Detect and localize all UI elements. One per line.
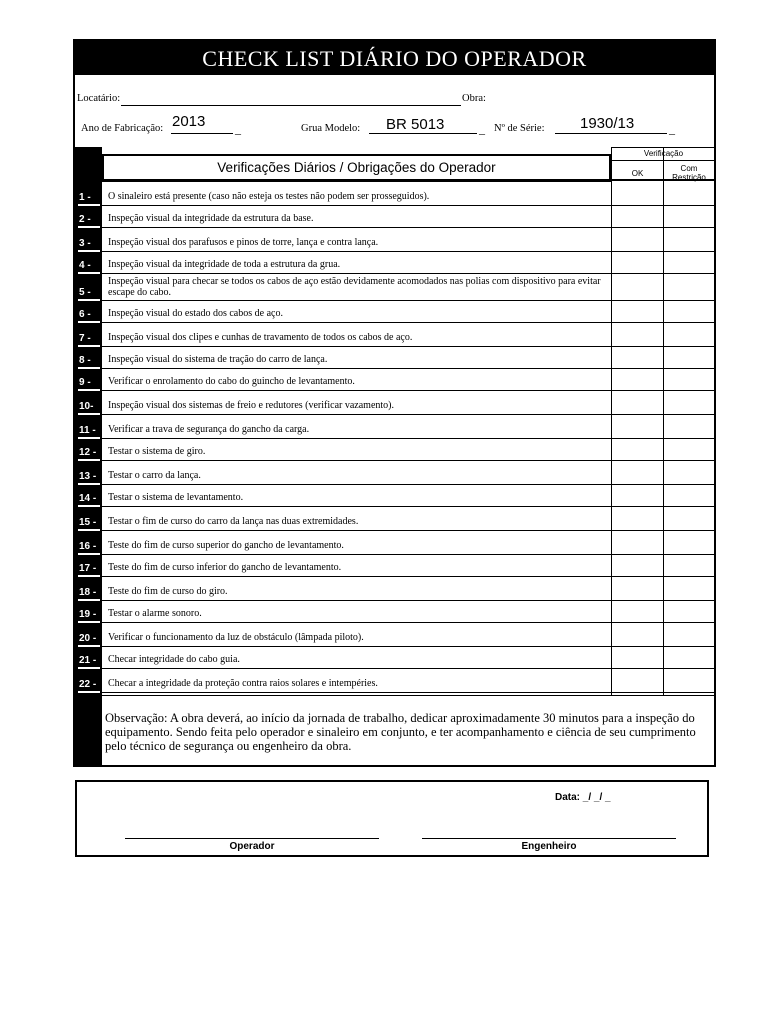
- checklist-row: [75, 206, 714, 228]
- item-text: Inspeção visual dos clipes e cunhas de travamento de todos os cabos de aço.: [108, 332, 413, 343]
- item-text: Inspeção visual do sistema de tração do carro de lança.: [108, 354, 328, 365]
- ano-value[interactable]: 2013: [172, 113, 206, 130]
- verificacao-top-line: [611, 147, 714, 148]
- serie-underline: [555, 133, 667, 134]
- item-text: Testar o carro da lança.: [108, 470, 201, 481]
- checklist-row: [75, 228, 714, 252]
- table-bottom-line: [102, 695, 714, 696]
- restricao-checkbox-cell[interactable]: [664, 623, 714, 647]
- restricao-checkbox-cell[interactable]: [664, 577, 714, 601]
- ok-checkbox-cell[interactable]: [612, 301, 663, 323]
- checklist-row: [75, 507, 714, 531]
- ok-checkbox-cell[interactable]: [612, 577, 663, 601]
- table-header: Verificações Diários / Obrigações do Operador: [102, 154, 611, 182]
- restricao-checkbox-cell[interactable]: [664, 274, 714, 301]
- ok-checkbox-cell[interactable]: [612, 206, 663, 228]
- com-label: Com: [680, 164, 698, 173]
- restricao-checkbox-cell[interactable]: [664, 669, 714, 693]
- locatario-field[interactable]: [121, 105, 461, 106]
- ok-checkbox-cell[interactable]: [612, 347, 663, 369]
- item-number: 7 -: [79, 333, 91, 344]
- ano-underline: [171, 133, 233, 134]
- item-text: Inspeção visual dos sistemas de freio e redutores (verificar vazamento).: [108, 400, 394, 411]
- restricao-checkbox-cell[interactable]: [664, 601, 714, 623]
- obra-label: Obra:: [462, 93, 486, 104]
- checklist-row: [75, 531, 714, 555]
- ok-checkbox-cell[interactable]: [612, 369, 663, 391]
- ok-checkbox-cell[interactable]: [612, 669, 663, 693]
- operador-signature-line[interactable]: [125, 838, 379, 839]
- ok-checkbox-cell[interactable]: [612, 274, 663, 301]
- item-text: Testar o fim de curso do carro da lança nas duas extremidades.: [108, 516, 359, 527]
- checklist-row: [75, 601, 714, 623]
- item-number: 16 -: [79, 541, 97, 552]
- item-text: Verificar o enrolamento do cabo do guincho de levantamento.: [108, 376, 355, 387]
- ok-checkbox-cell[interactable]: [612, 623, 663, 647]
- serie-value[interactable]: 1930/13: [580, 115, 635, 132]
- restricao-checkbox-cell[interactable]: [664, 323, 714, 347]
- item-text: Inspeção visual da integridade da estrutura da base.: [108, 213, 314, 224]
- checklist-row: [75, 623, 714, 647]
- item-number: 21 -: [79, 655, 97, 666]
- item-text: Inspeção visual da integridade de toda a estrutura da grua.: [108, 259, 341, 270]
- item-number: 22 -: [79, 679, 97, 690]
- checklist-row: [75, 647, 714, 669]
- item-text: Verificar a trava de segurança do gancho da carga.: [108, 424, 310, 435]
- item-number: 2 -: [79, 214, 91, 225]
- checklist-row: [75, 577, 714, 601]
- form-title: CHECK LIST DIÁRIO DO OPERADOR: [75, 41, 714, 75]
- item-number: 6 -: [79, 309, 91, 320]
- restricao-checkbox-cell[interactable]: [664, 301, 714, 323]
- ok-checkbox-cell[interactable]: [612, 252, 663, 274]
- ok-checkbox-cell[interactable]: [612, 323, 663, 347]
- checklist-row: [75, 439, 714, 461]
- restricao-checkbox-cell[interactable]: [664, 391, 714, 415]
- restricao-checkbox-cell[interactable]: [664, 439, 714, 461]
- item-number: 12 -: [79, 447, 97, 458]
- checklist-sheet: [73, 39, 716, 767]
- item-number: 9 -: [79, 377, 91, 388]
- engenheiro-signature-line[interactable]: [422, 838, 676, 839]
- item-number: 3 -: [79, 238, 91, 249]
- ok-checkbox-cell[interactable]: [612, 485, 663, 507]
- checklist-row: [75, 461, 714, 485]
- engenheiro-label: Engenheiro: [521, 841, 577, 852]
- item-text: Teste do fim de curso do giro.: [108, 586, 228, 597]
- grua-value[interactable]: BR 5013: [386, 116, 445, 133]
- restricao-checkbox-cell[interactable]: [664, 531, 714, 555]
- ok-header: OK: [631, 169, 644, 178]
- checklist-row: [75, 301, 714, 323]
- item-text: Testar o alarme sonoro.: [108, 608, 202, 619]
- ok-checkbox-cell[interactable]: [612, 531, 663, 555]
- ok-checkbox-cell[interactable]: [612, 507, 663, 531]
- checklist-row: [75, 485, 714, 507]
- ok-checkbox-cell[interactable]: [612, 439, 663, 461]
- restricao-checkbox-cell[interactable]: [664, 507, 714, 531]
- item-number: 19 -: [79, 609, 97, 620]
- item-number: 18 -: [79, 587, 97, 598]
- restricao-checkbox-cell[interactable]: [664, 228, 714, 252]
- grua-label: Grua Modelo:: [301, 123, 361, 134]
- checklist-row: [75, 347, 714, 369]
- restricao-checkbox-cell[interactable]: [664, 555, 714, 577]
- item-number: 1 -: [79, 192, 91, 203]
- restricao-checkbox-cell[interactable]: [664, 369, 714, 391]
- item-text: Testar o sistema de levantamento.: [108, 492, 244, 503]
- item-text: Inspeção visual do estado dos cabos de aço.: [108, 308, 283, 319]
- item-text: Verificar o funcionamento da luz de obstáculo (lâmpada piloto).: [108, 632, 364, 643]
- ok-checkbox-cell[interactable]: [612, 415, 663, 439]
- item-text: Teste do fim de curso superior do gancho de levantamento.: [108, 540, 344, 551]
- ok-checkbox-cell[interactable]: [612, 228, 663, 252]
- checklist-row: [75, 415, 714, 439]
- item-number-underline: [78, 691, 100, 693]
- restricao-label: Restrição: [672, 173, 706, 182]
- item-number: 11 -: [79, 425, 96, 436]
- restricao-checkbox-cell[interactable]: [664, 461, 714, 485]
- restricao-checkbox-cell[interactable]: [664, 415, 714, 439]
- observacao-text: Observação: A obra deverá, ao início da jornada de trabalho, dedicar aproximadamente 30 minutos para a inspeção do equipamento. Sendo feita pelo operador e sinaleiro em conjunto, e ter acompanhamento e ciência de seu cumprimento pelo técnico de segurança ou engenheiro da obra.: [105, 711, 696, 753]
- checklist-row: [75, 369, 714, 391]
- checklist-row: [75, 391, 714, 415]
- item-number: 13 -: [79, 471, 97, 482]
- item-text: Testar o sistema de giro.: [108, 446, 206, 457]
- restricao-checkbox-cell[interactable]: [664, 252, 714, 274]
- checklist-row: [75, 274, 714, 301]
- ok-checkbox-cell[interactable]: [612, 391, 663, 415]
- grua-underscore: _: [479, 122, 485, 136]
- checklist-row: [75, 555, 714, 577]
- restricao-header: [664, 164, 714, 182]
- signature-box: [75, 780, 709, 857]
- ok-checkbox-cell[interactable]: [612, 182, 663, 206]
- verificacao-bottom-line: [611, 160, 714, 161]
- checklist-row: [75, 182, 714, 206]
- item-number: 14 -: [79, 493, 97, 504]
- restricao-checkbox-cell[interactable]: [664, 182, 714, 206]
- date-field[interactable]: Data: _/ _/ _: [555, 792, 611, 803]
- checklist-row: [75, 252, 714, 274]
- checklist-row: [75, 323, 714, 347]
- ok-checkbox-cell[interactable]: [612, 461, 663, 485]
- restricao-checkbox-cell[interactable]: [664, 485, 714, 507]
- ok-checkbox-cell[interactable]: [612, 647, 663, 669]
- ano-underscore: _: [235, 122, 241, 136]
- ano-label: Ano de Fabricação:: [81, 123, 164, 134]
- item-text: O sinaleiro está presente (caso não esteja os testes não podem ser prosseguidos).: [108, 191, 430, 202]
- item-text: Checar a integridade da proteção contra raios solares e intempéries.: [108, 678, 378, 689]
- item-number: 20 -: [79, 633, 97, 644]
- item-number: 8 -: [79, 355, 91, 366]
- restricao-checkbox-cell[interactable]: [664, 647, 714, 669]
- item-number: 17 -: [79, 563, 97, 574]
- ok-checkbox-cell[interactable]: [612, 601, 663, 623]
- grua-underline: [369, 133, 477, 134]
- serie-label: Nº de Série:: [494, 123, 545, 134]
- restricao-checkbox-cell[interactable]: [664, 206, 714, 228]
- checklist-row: [75, 669, 714, 693]
- item-text: Checar integridade do cabo guia.: [108, 654, 240, 665]
- item-text: Teste do fim de curso inferior do gancho de levantamento.: [108, 562, 342, 573]
- serie-underscore: _: [669, 122, 675, 136]
- ok-checkbox-cell[interactable]: [612, 555, 663, 577]
- item-text: Inspeção visual dos parafusos e pinos de torre, lança e contra lança.: [108, 237, 379, 248]
- item-number: 4 -: [79, 260, 91, 271]
- item-text: Inspeção visual para checar se todos os cabos de aço estão devidamente acomodados nas polias com dispositivo para evitar escape do cabo.: [108, 276, 601, 298]
- restricao-checkbox-cell[interactable]: [664, 347, 714, 369]
- item-number: 5 -: [79, 287, 91, 298]
- item-number: 10-: [79, 401, 94, 412]
- operador-label: Operador: [229, 841, 275, 852]
- item-number: 15 -: [79, 517, 97, 528]
- locatario-label: Locatário:: [77, 93, 121, 104]
- verificacao-header: Verificação: [643, 149, 684, 158]
- row-divider: [102, 692, 714, 693]
